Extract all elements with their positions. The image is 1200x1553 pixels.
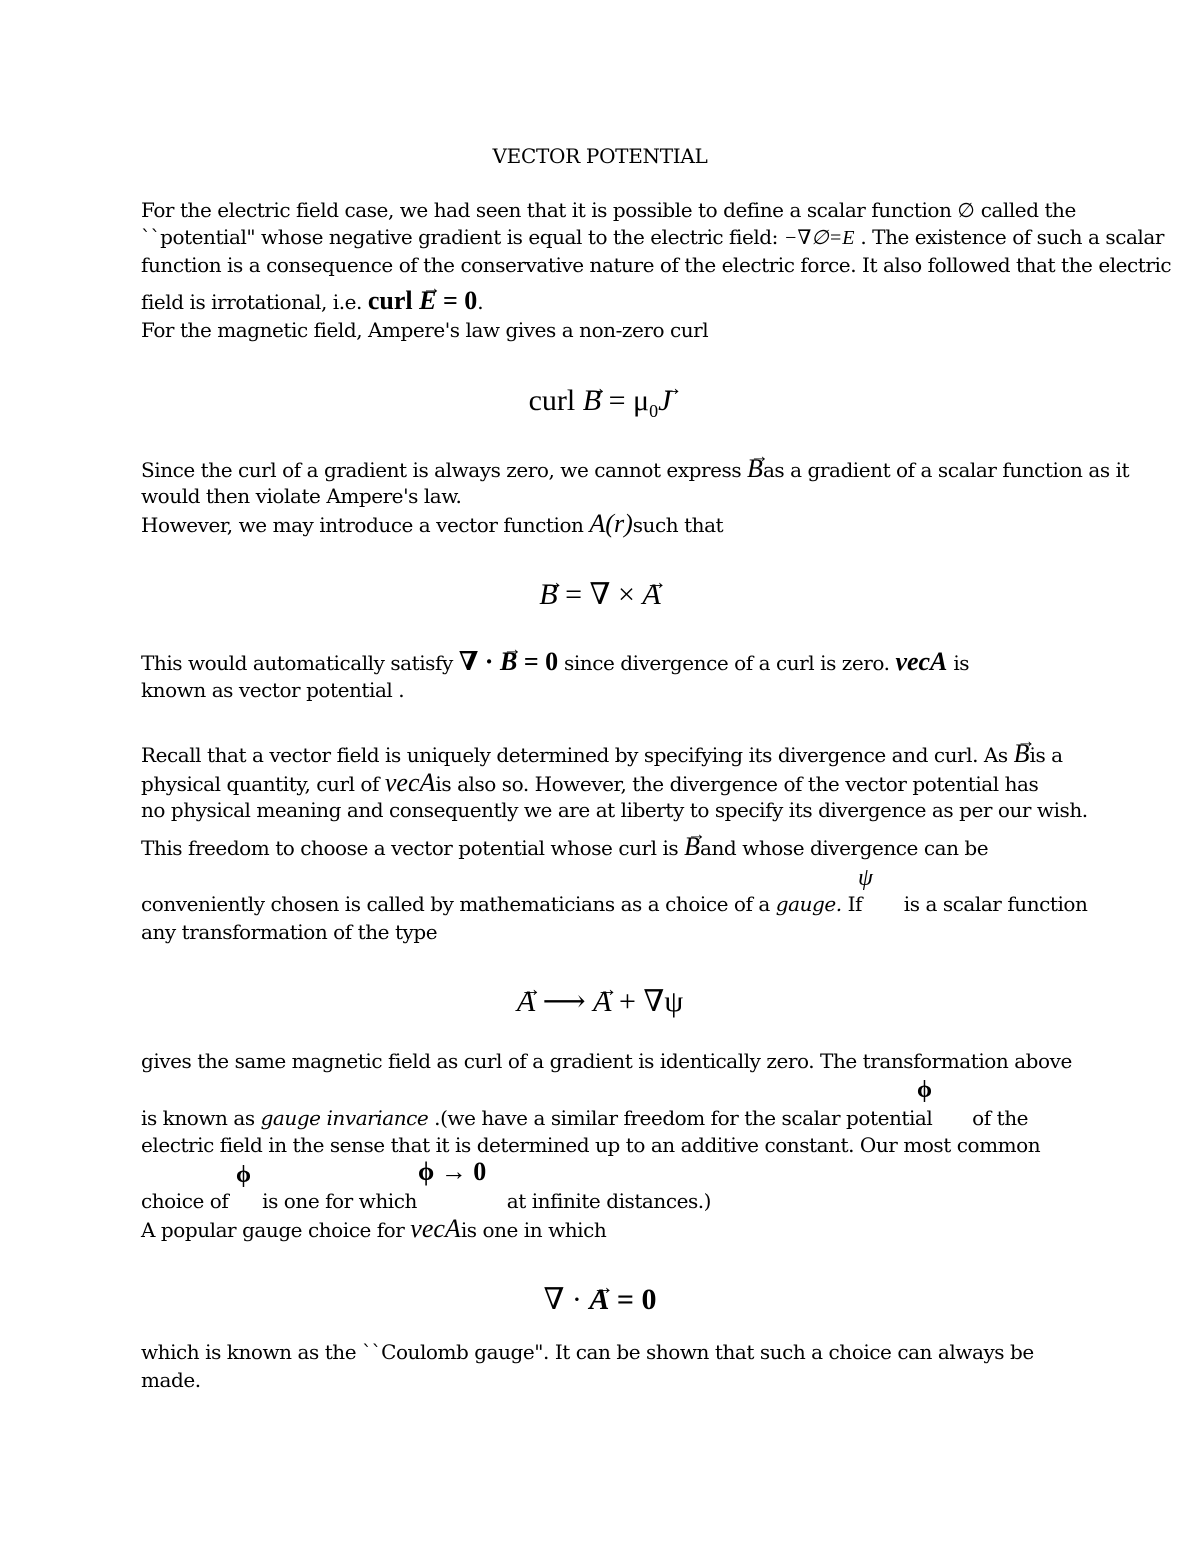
phi-symbol: ϕ — [236, 1162, 251, 1188]
text-line: gives the same magnetic field as curl of a gradient is identically zero. The transformation above — [141, 1049, 1072, 1073]
text-line: which is known as the ``Coulomb gauge". It can be shown that such a choice can always be — [141, 1340, 1034, 1364]
inline-equation: ∇ · → B = 0 — [459, 647, 558, 676]
text-line: For the magnetic field, Ampere's law gives a non-zero curl — [141, 318, 709, 342]
text-line: would then violate Ampere's law. — [141, 484, 462, 508]
text-line: For the electric field case, we had seen that it is possible to define a scalar function ∅ called the — [141, 198, 1076, 222]
text-line: electric field in the sense that it is determined up to an additive constant. Our most common — [141, 1133, 1041, 1157]
display-equation: → A ⟶ → A + ∇ψ — [0, 985, 1200, 1019]
inline-equation: curl → E = 0 — [368, 286, 477, 315]
text-line: field is irrotational, i.e. curl → E = 0. — [141, 289, 483, 314]
text-line: no physical meaning and consequently we are at liberty to specify its divergence as per our wish. — [141, 798, 1088, 822]
display-equation: ∇ · → A = 0 — [0, 1283, 1200, 1317]
text-line: known as vector potential . — [141, 678, 405, 702]
inline-equation: −∇∅=E — [783, 227, 855, 249]
phi-limit-equation: ϕ → 0 — [418, 1157, 487, 1186]
display-equation: → B = ∇ × → A — [0, 578, 1200, 612]
text-line: made. — [141, 1368, 201, 1392]
text-line: function is a consequence of the conservative nature of the electric force. It also followed that the electric — [141, 253, 1172, 277]
phi-symbol: ϕ — [917, 1077, 932, 1103]
text-line: ``potential" whose negative gradient is equal to the electric field: −∇∅=E . The existence of such a scalar — [141, 225, 1164, 249]
text-line: any transformation of the type — [141, 920, 438, 944]
text-line: However, we may introduce a vector function A(r)such that — [141, 509, 724, 538]
document-title: VECTOR POTENTIAL — [492, 144, 708, 168]
text-line: Since the curl of a gradient is always zero, we cannot express → Bas a gradient of a scalar function as it — [141, 457, 1129, 482]
text-line: choice of is one for which at infinite distances.) — [141, 1189, 712, 1213]
display-equation: curl → $B = \mu_0\to J$ — [0, 384, 1200, 428]
text-line: physical quantity, curl of vecAis also so. However, the divergence of the vector potential has — [141, 768, 1039, 797]
text-line: This would automatically satisfy ∇ · → B = 0 since divergence of a curl is zero. vecA is — [141, 650, 969, 675]
psi-symbol: ψ — [858, 865, 873, 891]
text-line: conveniently chosen is called by mathematicians as a choice of a gauge. If is a scalar function — [141, 892, 1088, 916]
text-line: This freedom to choose a vector potential whose curl is → Band whose divergence can be — [141, 835, 988, 860]
text-line: is known as gauge invariance .(we have a similar freedom for the scalar potential of the — [141, 1106, 1029, 1130]
text-line: Recall that a vector field is uniquely determined by specifying its divergence and curl. As → Bis a — [141, 742, 1063, 767]
text-line: A popular gauge choice for vecAis one in which — [141, 1214, 607, 1243]
